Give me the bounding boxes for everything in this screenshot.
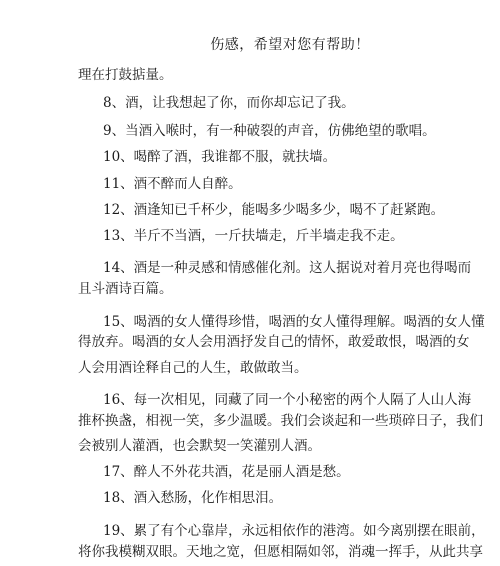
list-item-15-cont-2: 人会用酒诠释自己的人生，敢做敢当。 (78, 360, 308, 376)
list-item-11: 11、酒不醉而人自醉。 (103, 176, 242, 192)
list-item-16-cont-1: 推杯换盏，相视一笑，多少温暖。我们会谈起和一些琐碎日子，我们 (78, 413, 483, 429)
list-item-15: 15、喝酒的女人懂得珍惜，喝酒的女人懂得理解。喝酒的女人懂 (103, 314, 485, 330)
list-item-16-cont-2: 会被别人灌酒，也会默契一笑灌别人酒。 (78, 438, 321, 454)
text-line: 理在打鼓掂量。 (78, 67, 173, 83)
list-item-18: 18、酒入愁肠，化作相思泪。 (103, 490, 283, 506)
list-item-17: 17、醉人不外花共酒，花是丽人酒是愁。 (103, 464, 350, 480)
header-title: 伤感，希望对您有帮助！ (210, 37, 370, 53)
list-item-19: 19、累了有个心靠岸，永远相依作的港湾。如今离别摆在眼前， (103, 523, 485, 539)
list-item-10: 10、喝醉了酒，我谁都不服，就扶墙。 (103, 149, 337, 165)
list-item-19-cont: 将你我模糊双眼。天地之宽，但愿相隔如邻，消魂一挥手，从此共享 (78, 544, 483, 560)
list-item-8: 8、酒，让我想起了你，而你却忘记了我。 (103, 95, 355, 111)
list-item-13: 13、半斤不当酒，一斤扶墙走，斤半墙走我不走。 (103, 228, 404, 244)
list-item-12: 12、酒逢知已千杯少，能喝多少喝多少，喝不了赶紧跑。 (103, 202, 445, 218)
list-item-14-cont: 且斗酒诗百篇。 (78, 281, 173, 297)
list-item-15-cont-1: 得放弃。喝酒的女人会用酒抒发自己的情怀，敢爱敢恨，喝酒的女 (78, 334, 470, 350)
page-header (0, 34, 500, 54)
list-item-14: 14、酒是一种灵感和情感催化剂。这人据说对着月亮也得喝而 (103, 260, 472, 276)
list-item-9: 9、当酒入喉时，有一种破裂的声音，仿佛绝望的歌唱。 (103, 123, 436, 139)
list-item-16: 16、每一次相见，同藏了同一个小秘密的两个人隔了人山人海 (103, 392, 472, 408)
